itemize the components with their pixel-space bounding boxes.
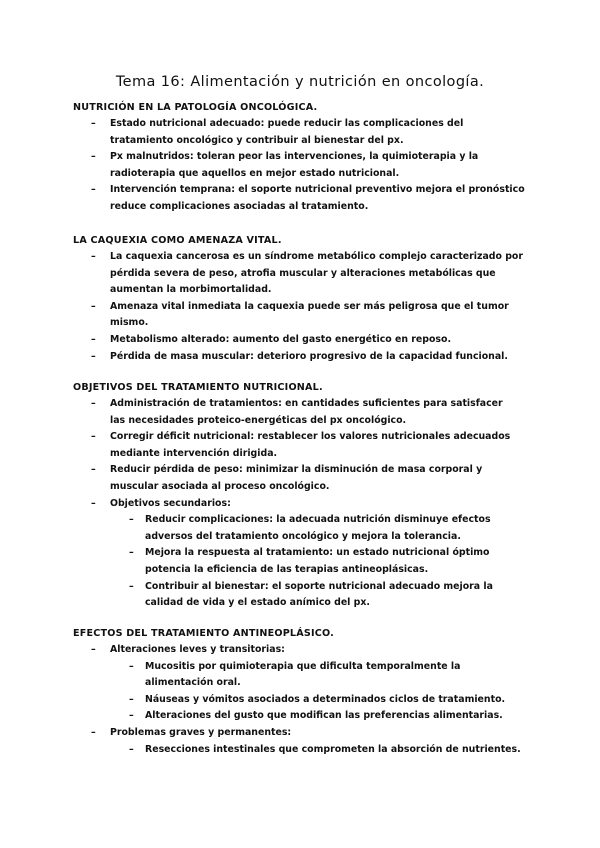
dash-bullet: –: [91, 464, 96, 476]
list-item: – Intervención temprana: el soporte nutricional preventivo mejora el pronóstico reduce complicaciones asociadas al tratamiento.: [91, 184, 525, 212]
dash-bullet: –: [91, 300, 96, 312]
bullet-list: [73, 396, 543, 612]
sub-list-item: – Reducir complicaciones: la adecuada nutrición disminuye efectos adversos del tratamiento oncológico y mejora la tolerancia.: [129, 514, 491, 542]
sub-list-item: – Contribuir al bienestar: el soporte nutricional adecuado mejora la calidad de vida y el estado anímico del px.: [129, 580, 493, 609]
dash-bullet: –: [129, 580, 134, 592]
dash-bullet: –: [91, 118, 96, 129]
dash-bullet: –: [91, 431, 96, 443]
dash-bullet: –: [129, 660, 134, 672]
section-objetivos: [73, 380, 543, 612]
dash-bullet: –: [91, 184, 96, 196]
dash-bullet: –: [129, 710, 134, 722]
sub-list-item: – Alteraciones del gusto que modifican las preferencias alimentarias.: [73, 708, 543, 725]
list-item: – Administración de tratamientos: en cantidades suficientes para satisfacer las necesidades proteico-energéticas del px oncológico.: [91, 398, 503, 426]
list-item: – Px malnutridos: toleran peor las intervenciones, la quimioterapia y la radioterapia que aquellos en mejor estado nutricional.: [91, 151, 479, 179]
list-item: – Corregir déficit nutricional: restablecer los valores nutricionales adecuados mediante intervención dirigida.: [91, 431, 511, 459]
dash-bullet: –: [129, 743, 134, 755]
dash-bullet: –: [91, 251, 96, 262]
dash-bullet: –: [129, 693, 134, 705]
dash-bullet: –: [129, 514, 134, 526]
list-item: – Alteraciones leves y transitorias:: [73, 642, 543, 659]
dash-bullet: –: [91, 398, 96, 409]
section-caquexia: [73, 233, 543, 365]
bullet-list: [73, 249, 543, 365]
dash-bullet: –: [91, 497, 96, 509]
sub-list-item: – Náuseas y vómitos asociados a determinados ciclos de tratamiento.: [73, 692, 543, 709]
dash-bullet: –: [129, 547, 134, 559]
dash-bullet: –: [91, 644, 96, 655]
dash-bullet: –: [91, 350, 96, 362]
sub-list-item: – Mejora la respuesta al tratamiento: un estado nutricional óptimo potencia la eficiencia de las terapias antineoplásicas.: [129, 547, 490, 575]
list-item: – Problemas graves y permanentes:: [73, 725, 543, 742]
sub-list-item: – Mucositis por quimioterapia que dificulta temporalmente la alimentación oral.: [129, 660, 461, 689]
list-item: – La caquexia cancerosa es un síndrome metabólico complejo caracterizado por pérdida severa de peso, atrofia muscular y alteraciones metabólicas que aumentan la morbimortalidad.: [91, 251, 523, 296]
section-heading: OBJETIVOS DEL TRATAMIENTO NUTRICIONAL.: [73, 382, 323, 393]
section-heading: NUTRICIÓN EN LA PATOLOGÍA ONCOLÓGICA.: [73, 102, 318, 113]
section-heading: EFECTOS DEL TRATAMIENTO ANTINEOPLÁSICO.: [73, 628, 334, 639]
list-item: – Reducir pérdida de peso: minimizar la disminución de masa corporal y muscular asociada al proceso oncológico.: [91, 464, 483, 492]
dash-bullet: –: [91, 333, 96, 345]
list-item: – Objetivos secundarios:: [73, 496, 543, 513]
list-item: – Amenaza vital inmediata la caquexia puede ser más peligrosa que el tumor mismo.: [91, 300, 509, 329]
section-heading: LA CAQUEXIA COMO AMENAZA VITAL.: [73, 235, 282, 246]
list-item: – Pérdida de masa muscular: deterioro progresivo de la capacidad funcional.: [73, 349, 543, 366]
section-nutricion: [73, 100, 543, 216]
list-item: – Estado nutricional adecuado: puede reducir las complicaciones del tratamiento oncológico y contribuir al bienestar del px.: [91, 118, 464, 146]
dash-bullet: –: [91, 151, 96, 163]
list-item: – Metabolismo alterado: aumento del gasto energético en reposo.: [73, 332, 543, 349]
bullet-list: [73, 116, 543, 216]
document-title: Tema 16: Alimentación y nutrición en oncología.: [115, 74, 485, 90]
section-efectos: [73, 626, 543, 758]
dash-bullet: –: [91, 726, 96, 738]
bullet-list: [73, 642, 543, 758]
sub-list-item: – Resecciones intestinales que comprometen la absorción de nutrientes.: [73, 742, 543, 759]
